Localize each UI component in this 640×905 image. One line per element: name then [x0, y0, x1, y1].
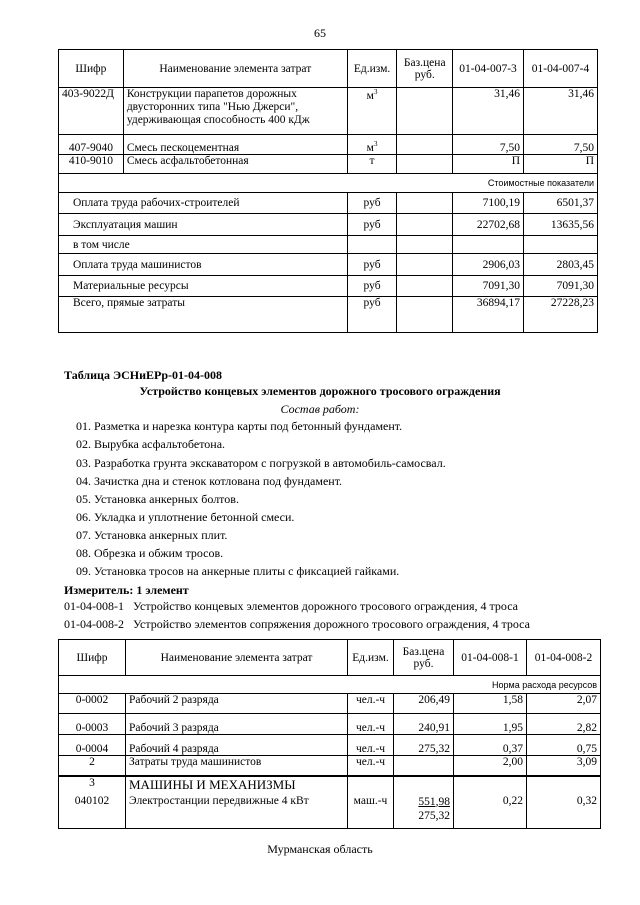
row-value-1: 7,50 — [453, 135, 524, 155]
summary-value-1: 36894,17 — [453, 297, 524, 333]
price-current: 551,98 — [418, 795, 450, 808]
row-unit: т — [347, 155, 397, 174]
row-code: 0-0002 — [59, 694, 126, 714]
row-value-1: 1,95 — [454, 714, 527, 735]
row-unit: чел.-ч — [348, 756, 394, 776]
row-price — [397, 88, 453, 135]
row-value-2: 2,07 — [527, 694, 601, 714]
row-price — [397, 135, 453, 155]
row-price: 240,91 — [394, 714, 454, 735]
resource-table-1 — [58, 49, 598, 333]
row-price — [394, 776, 454, 795]
summary-unit — [347, 236, 397, 254]
row-price — [394, 795, 454, 829]
row-unit: маш.-ч — [348, 795, 394, 829]
row-unit: чел.-ч — [348, 694, 394, 714]
table-title: Таблица ЭСНиЕРр-01-04-008 — [64, 368, 223, 382]
work-item: 04. Зачистка дна и стенок котлована под фундамент. — [76, 474, 343, 488]
row-name: Конструкции парапетов дорожных двусторонних типа "Нью Джерси", удерживающая способность 400 кДж — [123, 88, 347, 135]
summary-value-1: 7091,30 — [453, 276, 524, 297]
row-value-2: 3,09 — [527, 756, 601, 776]
summary-price — [397, 276, 453, 297]
row-code: 0-0004 — [59, 735, 126, 756]
row-code: 040102 — [59, 795, 126, 829]
header-col2: 01-04-008-2 — [527, 640, 601, 676]
row-unit: $м^3$ — [347, 88, 397, 135]
work-item: 06. Укладка и уплотнение бетонной смеси. — [76, 510, 295, 524]
summary-name: Оплата труда рабочих-строителей — [59, 193, 348, 214]
variant-row — [64, 599, 518, 614]
summary-unit: руб — [347, 276, 397, 297]
header-col1: 01-04-007-3 — [453, 50, 524, 88]
row-value-2: П — [524, 155, 598, 174]
row-price — [397, 155, 453, 174]
row-value-1: П — [453, 155, 524, 174]
summary-price — [397, 214, 453, 236]
row-value-1: 0,37 — [454, 735, 527, 756]
variant-code: 01-04-008-2 — [64, 617, 124, 631]
footer-region: Мурманская область — [267, 842, 373, 856]
summary-value-2 — [524, 236, 598, 254]
variant-text: Устройство концевых элементов дорожного тросового ограждения, 4 троса — [133, 599, 518, 613]
row-value-2: 0,75 — [527, 735, 601, 756]
summary-price — [397, 254, 453, 276]
row-value-1: 31,46 — [453, 88, 524, 135]
summary-price — [397, 236, 453, 254]
summary-name: в том числе — [59, 236, 348, 254]
resource-table-2 — [58, 639, 601, 829]
row-value-1: 2,00 — [454, 756, 527, 776]
summary-name: Материальные ресурсы — [59, 276, 348, 297]
row-value-2: 0,32 — [527, 795, 601, 829]
summary-name: Всего, прямые затраты — [59, 297, 348, 333]
summary-value-1: 22702,68 — [453, 214, 524, 236]
row-value-1 — [454, 776, 527, 795]
summary-value-1: 7100,19 — [453, 193, 524, 214]
summary-value-2: 7091,30 — [524, 276, 598, 297]
row-code: 410-9010 — [59, 155, 124, 174]
row-unit: чел.-ч — [348, 735, 394, 756]
header-price: Баз.цена руб. — [397, 50, 453, 88]
measure: Измеритель: 1 элемент — [64, 583, 189, 597]
row-unit: $м^3$ — [347, 135, 397, 155]
row-value-1: 1,58 — [454, 694, 527, 714]
row-price: 206,49 — [394, 694, 454, 714]
header-code: Шифр — [59, 640, 126, 676]
row-price: 275,32 — [394, 735, 454, 756]
summary-value-2: 13635,56 — [524, 214, 598, 236]
header-name: Наименование элемента затрат — [123, 50, 347, 88]
summary-unit: руб — [347, 214, 397, 236]
row-code: 403-9022Д — [59, 88, 124, 135]
header-name: Наименование элемента затрат — [126, 640, 348, 676]
summary-name: Оплата труда машинистов — [59, 254, 348, 276]
row-name: Смесь асфальтобетонная — [123, 155, 347, 174]
summary-value-1: 2906,03 — [453, 254, 524, 276]
page-number: 65 — [314, 26, 326, 40]
row-code: 407-9040 — [59, 135, 124, 155]
row-value-2: 2,82 — [527, 714, 601, 735]
row-name: Рабочий 4 разряда — [126, 735, 348, 756]
section-heading: МАШИНЫ И МЕХАНИЗМЫ — [126, 776, 348, 795]
work-item: 05. Установка анкерных болтов. — [76, 492, 239, 506]
summary-price — [397, 297, 453, 333]
row-name: Рабочий 3 разряда — [126, 714, 348, 735]
summary-value-2: 2803,45 — [524, 254, 598, 276]
work-item: 02. Вырубка асфальтобетона. — [76, 437, 226, 451]
row-price — [394, 756, 454, 776]
work-item: 08. Обрезка и обжим тросов. — [76, 546, 224, 560]
summary-value-2: 6501,37 — [524, 193, 598, 214]
row-unit: чел.-ч — [348, 714, 394, 735]
row-code: 0-0003 — [59, 714, 126, 735]
summary-value-1 — [453, 236, 524, 254]
header-price: Баз.цена руб. — [394, 640, 454, 676]
summary-unit: руб — [347, 297, 397, 333]
work-item: 07. Установка анкерных плит. — [76, 528, 228, 542]
row-code: 2 — [59, 756, 126, 776]
summary-unit: руб — [347, 254, 397, 276]
header-col2: 01-04-007-4 — [524, 50, 598, 88]
row-value-2 — [527, 776, 601, 795]
row-name: Электростанции передвижные 4 кВт — [126, 795, 348, 829]
row-name: Затраты труда машинистов — [126, 756, 348, 776]
row-name: Рабочий 2 разряда — [126, 694, 348, 714]
row-name: Смесь пескоцементная — [123, 135, 347, 155]
header-code: Шифр — [59, 50, 124, 88]
summary-unit: руб — [347, 193, 397, 214]
summary-price — [397, 193, 453, 214]
header-col1: 01-04-008-1 — [454, 640, 527, 676]
work-item: 01. Разметка и нарезка контура карты под бетонный фундамент. — [76, 419, 403, 433]
works-title: Состав работ: — [280, 402, 360, 416]
variant-text: Устройство элементов сопряжения дорожного тросового ограждения, 4 троса — [133, 617, 530, 631]
variant-row — [64, 617, 530, 632]
row-value-2: 7,50 — [524, 135, 598, 155]
header-unit: Ед.изм. — [348, 640, 394, 676]
price-alt: 275,32 — [418, 809, 450, 822]
row-value-1: 0,22 — [454, 795, 527, 829]
header-unit: Ед.изм. — [347, 50, 397, 88]
work-item: 09. Установка тросов на анкерные плиты с фиксацией гайками. — [76, 564, 400, 578]
section-label: Норма расхода ресурсов — [59, 676, 601, 694]
row-unit — [348, 776, 394, 795]
summary-name: Эксплуатация машин — [59, 214, 348, 236]
row-value-2: 31,46 — [524, 88, 598, 135]
table-subtitle: Устройство концевых элементов дорожного тросового ограждения — [139, 384, 501, 398]
summary-value-2: 27228,23 — [524, 297, 598, 333]
section-label: Стоимостные показатели — [59, 174, 598, 193]
work-item: 03. Разработка грунта экскаватором с погрузкой в автомобиль-самосвал. — [76, 456, 446, 470]
variant-code: 01-04-008-1 — [64, 599, 124, 613]
row-code: 3 — [59, 776, 126, 795]
